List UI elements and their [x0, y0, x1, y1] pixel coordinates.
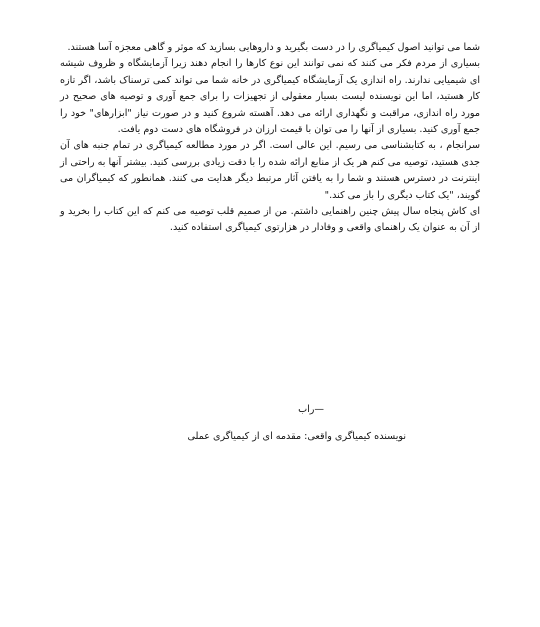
signature-title: نویسنده کیمیاگری واقعی: مقدمه ای از کیمیاگری عملی	[187, 431, 406, 442]
paragraph-4: ای کاش پنجاه سال پیش چنین راهنمایی داشتم. من از صمیم قلب توصیه می کنم که این کتاب را بخرید و از آن به عنوان یک راهنمای واقعی و وفادار در هزارتوی کیمیاگری استفاده کنید.	[60, 206, 480, 234]
paragraph-1: شما می توانید اصول کیمیاگری را در دست بگیرید و داروهایی بسازید که موثر و گاهی معجزه آسا هستند.	[67, 42, 480, 53]
paragraph-3: سرانجام ، به کتابشناسی می رسیم. این عالی است. اگر در مورد مطالعه کیمیاگری در تمام جنبه های آن جدی هستید، توصیه می کنم هر یک از منابع ارائه شده را با دقت زیادی بررسی کنید. بیشتر آنها به راحتی از اینترنت در دسترس هستند و شما را به یافتن آثار مرتبط دیگر هدایت می کنند. همانطور که کیمیاگران می گویند، "یک کتاب دیگری را باز می کند."	[60, 140, 480, 201]
paragraph-2: بسیاری از مردم فکر می کنند که نمی توانند این نوع کارها را انجام دهند زیرا آزمایشگاه و ظروف شیشه ای شیمیایی ندارند. راه اندازی یک آزمایشگاه کیمیاگری در خانه شما می تواند کمی ترسناک باشد، اگر تازه کار هستید، اما این نویسنده لیست بسیار معقولی از تجهیزات را برای جمع آوری و توصیه های صحیح در مورد راه اندازی، مراقبت و نگهداری ارائه می دهد. آهسته شروع کنید و در صورت نیاز "ابزارهای" خود را جمع آوری کنید. بسیاری از آنها را می توان با قیمت ارزان در فروشگاه های دست دوم یافت.	[60, 58, 480, 136]
review-body	[60, 40, 480, 237]
signature-name: —راب	[298, 404, 324, 415]
